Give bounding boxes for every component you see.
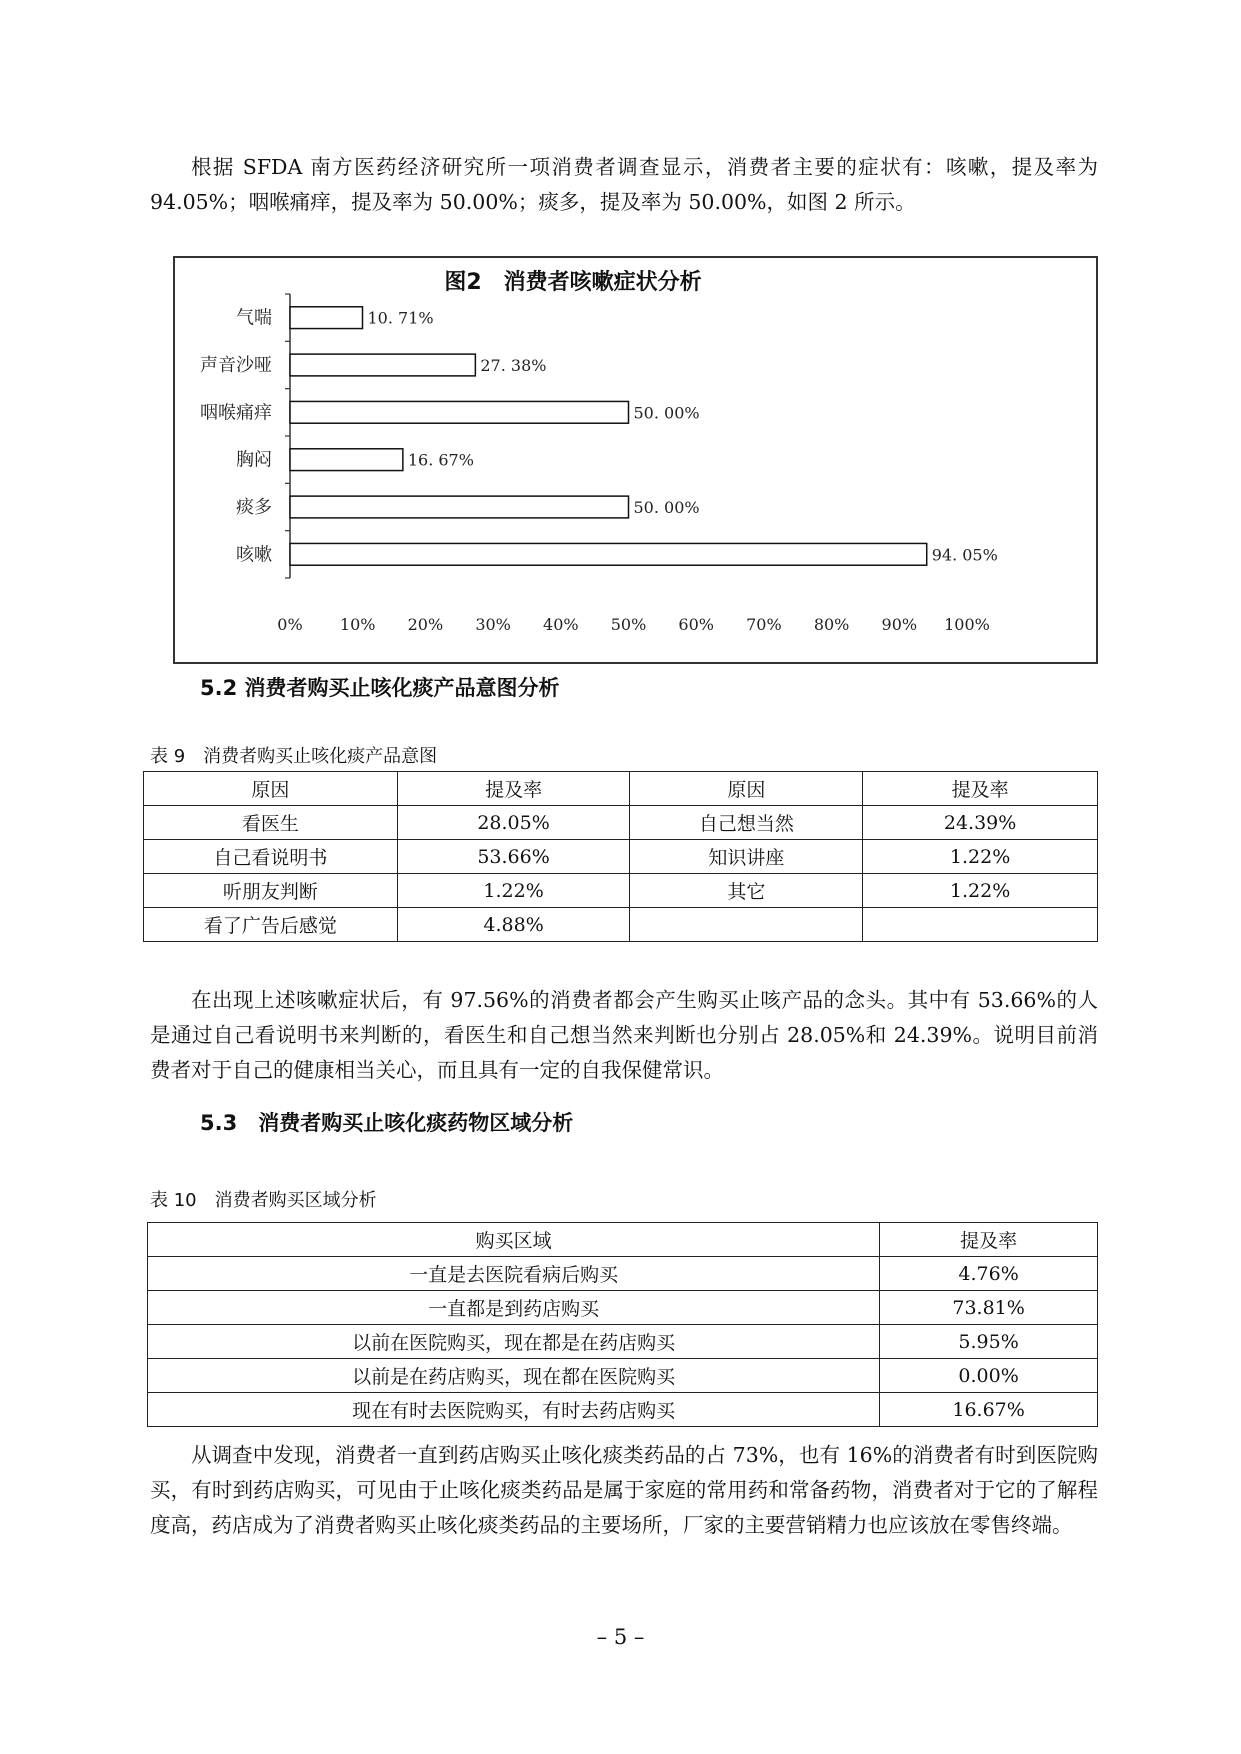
section-5-3-heading: 5.3 消费者购买止咳化痰药物区域分析 bbox=[200, 1111, 574, 1135]
table-9-cell: 看了广告后感觉 bbox=[144, 908, 398, 942]
table-10 bbox=[147, 1222, 1098, 1427]
table-10-row bbox=[148, 1393, 1098, 1427]
table-9-cell: 53.66% bbox=[397, 840, 630, 874]
table-9-header-cell: 原因 bbox=[630, 772, 863, 806]
chart-data-label: 10. 71% bbox=[367, 308, 434, 328]
table-9-cell: 28.05% bbox=[397, 806, 630, 840]
table-9-header-cell: 原因 bbox=[144, 772, 398, 806]
section-5-2-paragraph: 在出现上述咳嗽症状后，有 97.56%的消费者都会产生购买止咳产品的念头。其中有 53.66%的人是通过自己看说明书来判断的，看医生和自己想当然来判断也分别占 28.05%和 24.39%。说明目前消费者对于自己的健康相当关心，而且具有一定的自我保健常识。 bbox=[150, 988, 1098, 1082]
chart-category-label: 胸闷 bbox=[236, 449, 272, 471]
table-10-header-row bbox=[148, 1223, 1098, 1257]
chart-x-tick-label: 70% bbox=[746, 615, 782, 634]
table-10-cell: 一直是去医院看病后购买 bbox=[148, 1257, 880, 1291]
symptom-chart bbox=[173, 256, 1098, 664]
table-9-header-cell: 提及率 bbox=[863, 772, 1098, 806]
chart-x-tick-label: 90% bbox=[881, 615, 918, 634]
chart-x-tick-label: 0% bbox=[277, 615, 303, 634]
chart-x-tick-label: 30% bbox=[475, 615, 511, 634]
chart-x-tick-label: 100% bbox=[944, 615, 990, 634]
chart-category-label: 咽喉痛痒 bbox=[200, 402, 272, 424]
table-10-row bbox=[148, 1359, 1098, 1393]
chart-category-label: 痰多 bbox=[236, 497, 272, 518]
table-9-row bbox=[144, 806, 1098, 840]
table-10-header-cell: 提及率 bbox=[880, 1223, 1098, 1257]
table-10-header-cell: 购买区域 bbox=[148, 1223, 880, 1257]
table-10-cell: 16.67% bbox=[880, 1393, 1098, 1427]
table-10-cell: 现在有时去医院购买，有时去药店购买 bbox=[148, 1393, 880, 1427]
chart-x-tick-label: 50% bbox=[610, 615, 647, 634]
table-9-cell: 自己看说明书 bbox=[144, 840, 398, 874]
table-9-cell: 自己想当然 bbox=[630, 806, 863, 840]
chart-x-tick-label: 20% bbox=[407, 615, 444, 634]
table-9-row bbox=[144, 840, 1098, 874]
chart-data-label: 50. 00% bbox=[633, 498, 700, 517]
table-10-cell: 一直都是到药店购买 bbox=[148, 1291, 880, 1325]
table-9-header-cell: 提及率 bbox=[397, 772, 630, 806]
table-10-row bbox=[148, 1291, 1098, 1325]
table-9-cell: 1.22% bbox=[863, 874, 1098, 908]
table-9 bbox=[143, 771, 1098, 942]
table-9-caption: 表 9 消费者购买止咳化痰产品意图 bbox=[150, 746, 438, 767]
table-9-cell bbox=[863, 908, 1098, 942]
table-9-cell: 4.88% bbox=[397, 908, 630, 942]
chart-data-label: 16. 67% bbox=[407, 450, 474, 470]
chart-title: 图2 消费者咳嗽症状分析 bbox=[444, 270, 702, 295]
chart-bar bbox=[290, 354, 475, 376]
table-10-cell: 5.95% bbox=[880, 1325, 1098, 1359]
table-10-row bbox=[148, 1325, 1098, 1359]
table-9-row bbox=[144, 908, 1098, 942]
table-9-cell: 其它 bbox=[630, 874, 863, 908]
chart-x-tick-label: 10% bbox=[339, 615, 376, 634]
chart-data-label: 27. 38% bbox=[480, 356, 547, 375]
chart-x-tick-label: 60% bbox=[678, 615, 714, 634]
table-9-cell: 1.22% bbox=[863, 840, 1098, 874]
chart-data-label: 94. 05% bbox=[931, 545, 998, 565]
section-5-3-paragraph: 从调查中发现，消费者一直到药店购买止咳化痰类药品的占 73%，也有 16%的消费者有时到医院购买，有时到药店购买，可见由于止咳化痰类药品是属于家庭的常用药和常备药物，消费者对于它的了解程度高，药店成为了消费者购买止咳化痰类药品的主要场所，厂家的主要营销精力也应该放在零售终端。 bbox=[150, 1443, 1098, 1537]
table-10-caption: 表 10 消费者购买区域分析 bbox=[150, 1190, 377, 1211]
chart-x-tick-label: 40% bbox=[543, 615, 579, 634]
chart-bar bbox=[290, 496, 629, 518]
chart-category-label: 咳嗽 bbox=[236, 544, 272, 566]
chart-category-label: 气喘 bbox=[236, 307, 272, 329]
table-9-cell: 听朋友判断 bbox=[144, 874, 398, 908]
table-9-header-row bbox=[144, 772, 1098, 806]
intro-paragraph: 根据 SFDA 南方医药经济研究所一项消费者调查显示，消费者主要的症状有：咳嗽，提及率为 94.05%；咽喉痛痒，提及率为 50.00%；痰多，提及率为 50.00%，如图 2 所示。 bbox=[150, 155, 1098, 214]
table-9-row bbox=[144, 874, 1098, 908]
chart-bar bbox=[290, 543, 927, 565]
table-9-cell: 1.22% bbox=[397, 874, 630, 908]
table-10-row bbox=[148, 1257, 1098, 1291]
page-number: – 5 – bbox=[596, 1625, 645, 1649]
chart-x-tick-label: 80% bbox=[813, 615, 850, 634]
chart-bar bbox=[290, 401, 629, 423]
chart-bar bbox=[290, 307, 363, 329]
table-9-cell: 24.39% bbox=[863, 806, 1098, 840]
table-10-cell: 0.00% bbox=[880, 1359, 1098, 1393]
table-9-cell bbox=[630, 908, 863, 942]
section-5-2-heading: 5.2 消费者购买止咳化痰产品意图分析 bbox=[200, 676, 560, 700]
chart-data-label: 50. 00% bbox=[633, 403, 700, 423]
table-9-cell: 知识讲座 bbox=[630, 840, 863, 874]
symptom-bar-chart-svg bbox=[175, 258, 1096, 662]
table-10-cell: 以前是在药店购买，现在都在医院购买 bbox=[148, 1359, 880, 1393]
table-9-cell: 看医生 bbox=[144, 806, 398, 840]
table-10-cell: 4.76% bbox=[880, 1257, 1098, 1291]
chart-bar bbox=[290, 449, 403, 471]
chart-category-label: 声音沙哑 bbox=[200, 355, 272, 376]
table-10-cell: 73.81% bbox=[880, 1291, 1098, 1325]
table-10-cell: 以前在医院购买，现在都是在药店购买 bbox=[148, 1325, 880, 1359]
